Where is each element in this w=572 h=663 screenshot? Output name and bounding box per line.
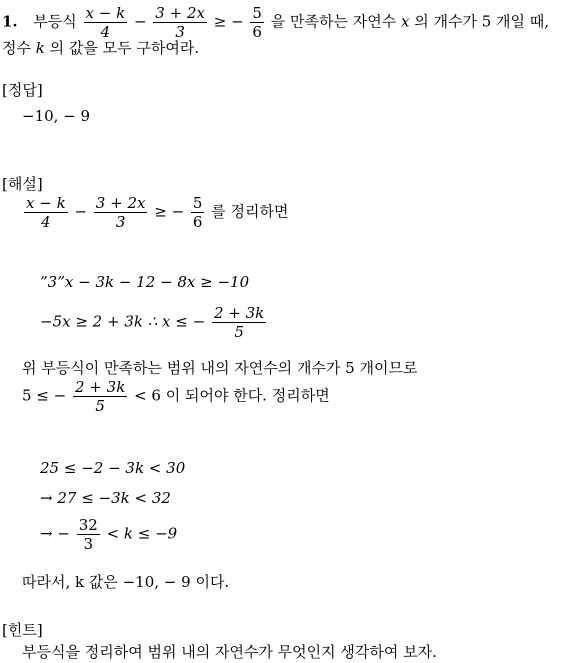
solution-step-2: −5x ≥ 2 + 3k ∴ x ≤ − $\frac{2 + 3k}{5}$ bbox=[40, 304, 265, 341]
solution-conclusion: 따라서, k 값은 −10, − 9 이다. bbox=[22, 573, 230, 591]
solution-text-1: 위 부등식이 만족하는 범위 내의 자연수의 개수가 5 개이므로 bbox=[22, 359, 418, 377]
solution-equation-1: $\frac{x - k}{4}$ − $\frac{3 + 2x}{3}$ ≥ − $\frac{5}{6}$ 를 정리하면 bbox=[26, 194, 289, 231]
fraction-3-plus-2x-over-3: $\frac{3 + 2x}{3}$ bbox=[155, 4, 205, 41]
problem-prefix: 부등식 bbox=[33, 12, 77, 31]
solution-step-1: ”3”x − 3k − 12 − 8x ≥ −10 bbox=[40, 273, 250, 291]
answer-heading: [정답] bbox=[2, 81, 43, 99]
solution-line-a: 25 ≤ −2 − 3k < 30 bbox=[40, 459, 186, 477]
solution-inequality: 5 ≤ − $\frac{2 + 3k}{5}$ < 6 이 되어야 한다. 정리하면 bbox=[22, 378, 330, 415]
solution-line-b: → 27 ≤ −3k < 32 bbox=[40, 489, 171, 507]
problem-line-2: 정수 k 의 값을 모두 구하여라. bbox=[2, 39, 200, 57]
fraction-5-over-6: $\frac{5}{6}$ bbox=[252, 4, 262, 41]
answer-value: −10, − 9 bbox=[22, 107, 91, 125]
problem-number: 1. bbox=[2, 12, 18, 31]
problem-line-1: 1. 부등식 $\frac{x - k}{4}$ − $\frac{3 + 2x}{3}$ ≥ − $\frac{5}{6}$ 을 만족하는 자연수 x 의 개수가 5 개일 때, bbox=[2, 4, 550, 41]
hint-heading: [힌트] bbox=[2, 621, 43, 639]
fraction-x-minus-k-over-4: $\frac{x - k}{4}$ bbox=[85, 4, 126, 41]
solution-heading: [해설] bbox=[2, 175, 43, 193]
solution-line-c: → − $\frac{32}{3}$ < k ≤ −9 bbox=[40, 516, 178, 553]
hint-text: 부등식을 정리하여 범위 내의 자연수가 무엇인지 생각하여 보자. bbox=[22, 643, 437, 661]
